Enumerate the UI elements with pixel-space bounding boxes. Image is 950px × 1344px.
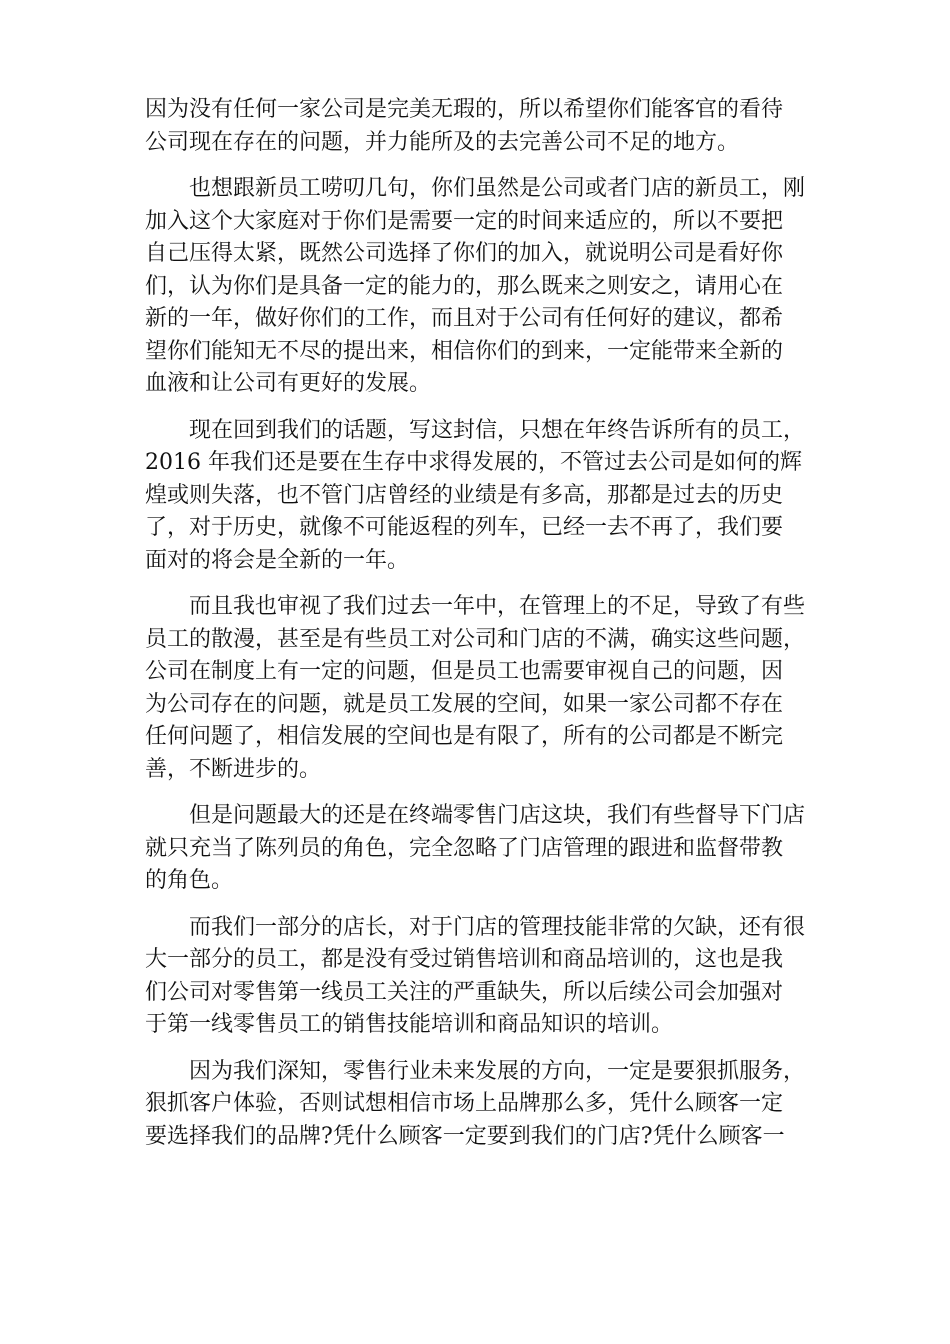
text-line: 而且我也审视了我们过去一年中，在管理上的不足，导致了有些 [145,594,806,619]
text-line: 因为没有任何一家公司是完美无瑕的，所以希望你们能客官的看待 [145,97,784,122]
paragraph [145,912,810,1042]
text-line: 员工的散漫，甚至是有些员工对公司和门店的不满，确实这些问题， [145,626,806,652]
text-line: 现在回到我们的话题，写这封信，只想在年终告诉所有的员工， [145,417,806,443]
text-line: 公司现在存在的问题，并力能所及的去完善公司不足的地方。 [145,129,740,155]
text-line: 血液和让公司有更好的发展。 [145,371,432,396]
text-line: 但是问题最大的还是在终端零售门店这块，我们有些督导下门店 [145,803,806,828]
text-line: 就只充当了陈列员的角色，完全忽略了门店管理的跟进和监督带教 [145,835,784,861]
text-line: 大一部分的员工，都是没有受过销售培训和商品培训的，这也是我 [145,947,784,972]
text-line: 们，认为你们是具备一定的能力的，那么既来之则安之，请用心在 [145,273,784,299]
text-line: 为公司存在的问题，就是员工发展的空间，如果一家公司都不存在 [145,691,784,717]
text-line: 2016 年我们还是要在生存中求得发展的，不管过去公司是如何的辉 [145,450,802,475]
text-line: 而我们一部分的店长，对于门店的管理技能非常的欠缺，还有很 [145,914,806,940]
paragraph [145,1056,810,1154]
text-line: 加入这个大家庭对于你们是需要一定的时间来适应的，所以不要把 [145,208,784,234]
paragraph [145,415,810,578]
paragraph [145,173,810,401]
text-line: 善，不断进步的。 [145,756,322,782]
text-line: 公司在制度上有一定的问题，但是员工也需要审视自己的问题，因 [145,659,784,684]
text-line: 的角色。 [145,868,234,893]
letter-body [145,94,810,1167]
text-line: 也想跟新员工唠叨几句，你们虽然是公司或者门店的新员工，刚 [145,176,806,201]
text-line: 新的一年，做好你们的工作，而且对于公司有任何好的建议，都希 [145,306,784,331]
text-line: 狠抓客户体验，否则试想相信市场上品牌那么多，凭什么顾客一定 [145,1091,784,1116]
text-line: 自己压得太紧，既然公司选择了你们的加入，就说明公司是看好你 [145,241,784,266]
text-line: 们公司对零售第一线员工关注的严重缺失，所以后续公司会加强对 [145,979,784,1005]
text-line: 任何问题了，相信发展的空间也是有限了，所有的公司都是不断完 [145,724,784,749]
text-line: 了，对于历史，就像不可能返程的列车，已经一去不再了，我们要 [145,515,784,540]
text-line: 煌或则失落，也不管门店曾经的业绩是有多高，那都是过去的历史 [145,482,784,508]
text-line: 因为我们深知，零售行业未来发展的方向，一定是要狠抓服务， [145,1058,806,1084]
text-line: 要选择我们的品牌?凭什么顾客一定要到我们的门店?凭什么顾客一 [145,1123,785,1149]
paragraph [145,591,810,786]
text-line: 望你们能知无不尽的提出来，相信你们的到来，一定能带来全新的 [145,338,784,364]
paragraph [145,94,810,159]
text-line: 面对的将会是全新的一年。 [145,547,410,573]
text-line: 于第一线零售员工的销售技能培训和商品知识的培训。 [145,1012,674,1037]
paragraph [145,800,810,898]
